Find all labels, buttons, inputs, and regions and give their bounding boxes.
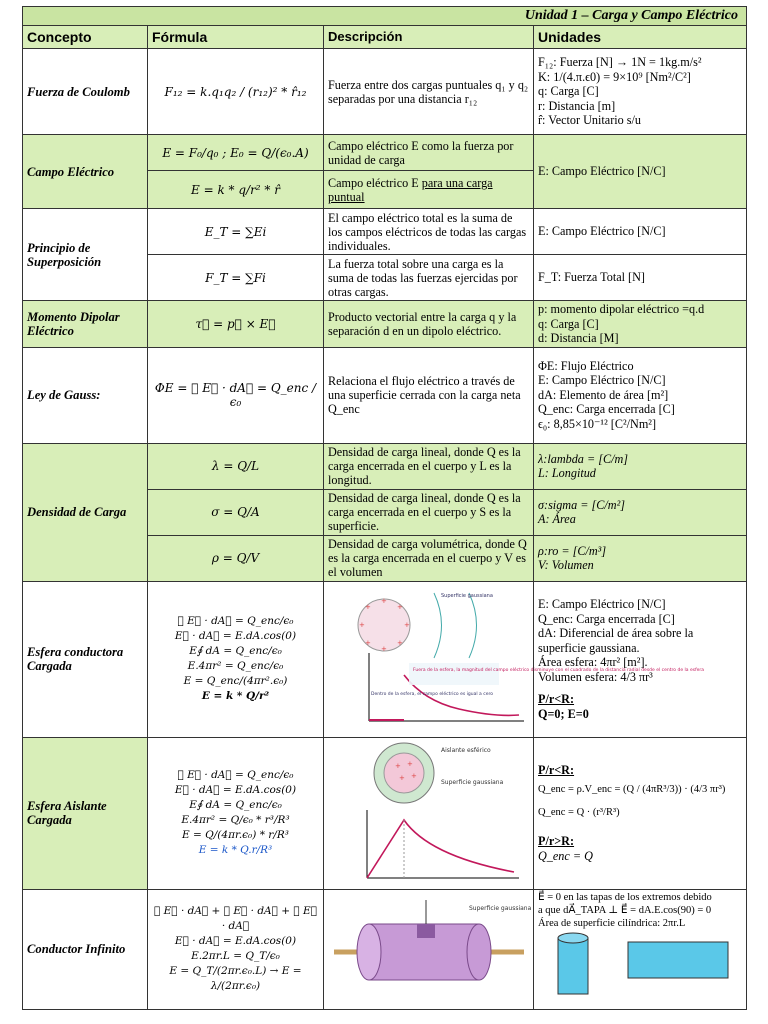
unit-line: F₁₂: Fuerza [N] → 1N = 1kg.m/s² (538, 55, 702, 70)
unit-line: ϵ₀: 8,85×10⁻¹² [C²/Nm²] (538, 416, 657, 431)
svg-text:+: + (358, 620, 365, 629)
unit-line: E⃗ = 0 en las tapas de los extremos debido (538, 891, 712, 903)
formula-line: E.4πr² = Q_enc/ϵ₀ (187, 660, 284, 672)
unit-line: L: Longitud (538, 466, 596, 480)
cylinder-end (357, 924, 381, 980)
figure-aislante (324, 737, 534, 889)
formula-superposicion-2: F_T = ∑Fi (148, 255, 324, 301)
desc-campo-1: Campo eléctrico E como la fuerza por unidad de carga (324, 135, 534, 171)
formula-line: E⃗ · dA⃗ = E.dA.cos(0) (174, 784, 297, 796)
formula-table (22, 6, 747, 1010)
desc-campo-2 (324, 171, 534, 209)
gaussian-surface-arc (469, 593, 477, 658)
area-element (417, 924, 435, 938)
unit-line: q: Carga [C] (538, 84, 599, 99)
page-title: Unidad 1 – Carga y Campo Eléctrico (23, 7, 747, 26)
desc-superposicion-1: El campo eléctrico total es la suma de los campos eléctricos de todas las cargas individuales. (324, 209, 534, 255)
formula-campo-1: E = F₀/q₀ ; E₀ = Q/(ϵ₀.A) (148, 135, 324, 171)
desc-densidad-1: Densidad de carga lineal, donde Q es la carga encerrada en el cuerpo y L es la longitud. (324, 443, 534, 489)
desc-gauss: Relaciona el flujo eléctrico a través de una superficie cerrada con la carga neta Q_enc (324, 347, 534, 443)
desc-coulomb: Fuerza entre dos cargas puntuales q₁ y q₂ separadas por una distancia r₁₂ (324, 49, 534, 135)
header-concepto: Concepto (23, 26, 148, 49)
gaussian-surface-arc (434, 593, 442, 658)
concept-superposicion: Principio de Superposición (23, 209, 148, 301)
desc-densidad-2: Densidad de carga lineal, donde Q es la carga encerrada en el cuerpo y S es la superficie. (324, 489, 534, 535)
svg-text:+: + (364, 602, 371, 611)
svg-text:+: + (364, 638, 371, 647)
formula-dipolar: τ⃗ = p⃗ × E⃗ (148, 301, 324, 348)
units-infinito (534, 889, 747, 1009)
aislante-diagram (329, 738, 529, 886)
formula-superposicion-1: E_T = ∑Ei (148, 209, 324, 255)
condition-value: Q=0; E=0 (538, 706, 589, 721)
unit-line: Área esfera: 4πr² [m²]. (538, 655, 648, 669)
figure-label: Superficie gaussiana (440, 592, 493, 599)
unit-line: Área de superficie cilíndrica: 2πr.L (538, 917, 686, 929)
unit-line: Q_enc = ρ.V_enc = (Q / (4πR³/3)) · (4/3 πr³) (538, 784, 726, 796)
unit-line: a que dA⃗_TAPA ⊥ E⃗ = dA.E.cos(90) = 0 (538, 904, 712, 916)
concept-dipolar: Momento Dipolar Eléctrico (23, 301, 148, 348)
unit-line: p: momento dipolar eléctrico =q.d (538, 302, 705, 316)
concept-aislante: Esfera Aislante Cargada (23, 737, 148, 889)
unit-line: ΦE: Flujo Eléctrico (538, 358, 634, 373)
svg-text:+: + (406, 759, 413, 768)
label-box (409, 663, 499, 685)
formula-line: E = k * Q.r/R³ (198, 844, 273, 856)
formula-line: E⃗ · dA⃗ = E.dA.cos(0) (174, 935, 297, 947)
small-cylinder (558, 938, 588, 994)
formula-line: E.2πr.L = Q_T/ϵ₀ (191, 950, 280, 962)
formula-infinito (148, 889, 324, 1009)
units-densidad-2 (534, 489, 747, 535)
formula-line: ∮ E⃗ · dA⃗ + ∮ E⃗ · dA⃗ + ∮ E⃗ · dA⃗ (154, 905, 317, 932)
unit-line: r̂: Vector Unitario s/u (538, 113, 642, 128)
formula-line: ∮ E⃗ · dA⃗ = Q_enc/ϵ₀ (177, 615, 294, 627)
cylinder-top (558, 933, 588, 943)
units-conductora (534, 581, 747, 737)
desc-densidad-3: Densidad de carga volumétrica, donde Q es la carga encerrada en el cuerpo y V es el volumen (324, 535, 534, 581)
concept-campo: Campo Eléctrico (23, 135, 148, 209)
units-superposicion-1: E: Campo Eléctrico [N/C] (534, 209, 747, 255)
unit-line: d: Distancia [M] (538, 331, 619, 345)
unit-line: Q_enc = Q · (r³/R³) (538, 806, 620, 818)
units-campo: E: Campo Eléctrico [N/C] (534, 135, 747, 209)
cylinder-unrolled-diagram (538, 930, 738, 1000)
formula-densidad-3: ρ = Q/V (148, 535, 324, 581)
formula-coulomb: F₁₂ = k.q₁q₂ / (r₁₂)² * r̂₁₂ (148, 49, 324, 135)
header-formula: Fórmula (148, 26, 324, 49)
unit-line: Q_enc = Q (538, 848, 593, 863)
desc-campo-2a: Campo eléctrico E (328, 175, 422, 190)
formula-densidad-2: σ = Q/A (148, 489, 324, 535)
unit-line: E: Campo Eléctrico [N/C] (538, 373, 666, 388)
unit-line: λ:lambda = [C/m] (538, 451, 629, 466)
header-unidades: Unidades (534, 26, 747, 49)
svg-text:+: + (380, 596, 387, 605)
svg-text:+: + (396, 638, 403, 647)
concept-gauss: Ley de Gauss: (23, 347, 148, 443)
unit-line: σ:sigma = [C/m²] (538, 497, 625, 512)
concept-densidad: Densidad de Carga (23, 443, 148, 581)
units-superposicion-2: F_T: Fuerza Total [N] (534, 255, 747, 301)
units-coulomb (534, 49, 747, 135)
desc-campo-2b: para una carga puntual (328, 175, 493, 204)
figure-label: Superficie gaussiana (440, 778, 503, 786)
desc-dipolar: Producto vectorial entre la carga q y la separación d en un dipolo eléctrico. (324, 301, 534, 348)
figure-label: Fuera de la esfera, la magnitud del campo eléctrico disminuye con el cuadrado de la distancia radial desde el centro de la esfera (412, 667, 704, 673)
formula-conductora (148, 581, 324, 737)
concept-conductora: Esfera conductora Cargada (23, 581, 148, 737)
formula-line: E∮ dA = Q_enc/ϵ₀ (189, 799, 282, 811)
figure-label: Superficie gaussiana (468, 904, 531, 912)
formula-line: E = Q_enc/(4πr².ϵ₀) (183, 675, 288, 687)
condition-label: P/r>R: (538, 834, 575, 849)
figure-label: Aislante esférico (440, 746, 491, 754)
formula-line: ∮ E⃗ · dA⃗ = Q_enc/ϵ₀ (177, 769, 294, 781)
figure-infinito (324, 889, 534, 1009)
formula-line: E⃗ · dA⃗ = E.dA.cos(0) (174, 630, 297, 642)
unit-line: V: Volumen (538, 558, 594, 572)
unit-line: E: Campo Eléctrico [N/C] (538, 597, 666, 611)
units-gauss (534, 347, 747, 443)
condition-label: P/r<R: (538, 762, 575, 777)
unit-line: Q_enc: Carga encerrada [C] (538, 611, 675, 626)
svg-text:+: + (396, 602, 403, 611)
formula-campo-2: E = k * q/r² * r̂ (148, 171, 324, 209)
svg-text:+: + (403, 620, 410, 629)
unit-line: dA: Diferencial de área sobre la superficie gaussiana. (538, 626, 694, 655)
unit-line: Q_enc: Carga encerrada [C] (538, 402, 675, 417)
formula-line: E = Q/(4πr.ϵ₀) * r/R³ (182, 829, 289, 841)
cylinder-diagram (329, 890, 529, 1006)
svg-text:+: + (410, 771, 417, 780)
svg-text:+: + (394, 761, 401, 770)
units-densidad-3 (534, 535, 747, 581)
unit-line: ρ:ro = [C/m³] (538, 543, 607, 558)
figure-label: Dentro de la esfera, el campo eléctrico es igual a cero (370, 691, 493, 697)
unrolled-rectangle (628, 942, 728, 978)
insulator-sphere (384, 753, 424, 793)
units-dipolar (534, 301, 747, 348)
unit-line: dA: Elemento de área [m²] (538, 387, 669, 402)
formula-aislante (148, 737, 324, 889)
formula-line: E = k * Q/r² (201, 690, 270, 702)
svg-text:+: + (398, 773, 405, 782)
field-curve (367, 820, 514, 878)
cylinder-end (467, 924, 491, 980)
unit-line: q: Carga [C] (538, 316, 599, 331)
formula-densidad-1: λ = Q/L (148, 443, 324, 489)
formula-line: E.4πr² = Q/ϵ₀ * r³/R³ (181, 814, 290, 826)
svg-text:+: + (380, 644, 387, 653)
unit-line: A: Área (538, 512, 576, 526)
header-descripcion: Descripción (324, 26, 534, 49)
units-aislante (534, 737, 747, 889)
unit-line: r: Distancia [m] (538, 98, 616, 113)
condition-label: P/r<R: (538, 692, 575, 706)
unit-line: Volumen esfera: 4/3 πr³ (538, 669, 653, 684)
formula-gauss: ΦE = ∮ E⃗ · dA⃗ = Q_enc / ϵ₀ (148, 347, 324, 443)
unit-line: K: 1/(4.π.ϵ0) = 9×10⁹ [Nm²/C²] (538, 69, 691, 84)
units-densidad-1 (534, 443, 747, 489)
concept-infinito: Conductor Infinito (23, 889, 148, 1009)
concept-coulomb: Fuerza de Coulomb (23, 49, 148, 135)
desc-superposicion-2: La fuerza total sobre una carga es la suma de todas las fuerzas ejercidas por otras cargas. (324, 255, 534, 301)
formula-line: E = Q_T/(2πr.ϵ₀.L) → E = λ/(2πr.ϵ₀) (169, 965, 302, 992)
formula-line: E∮ dA = Q_enc/ϵ₀ (189, 645, 282, 657)
